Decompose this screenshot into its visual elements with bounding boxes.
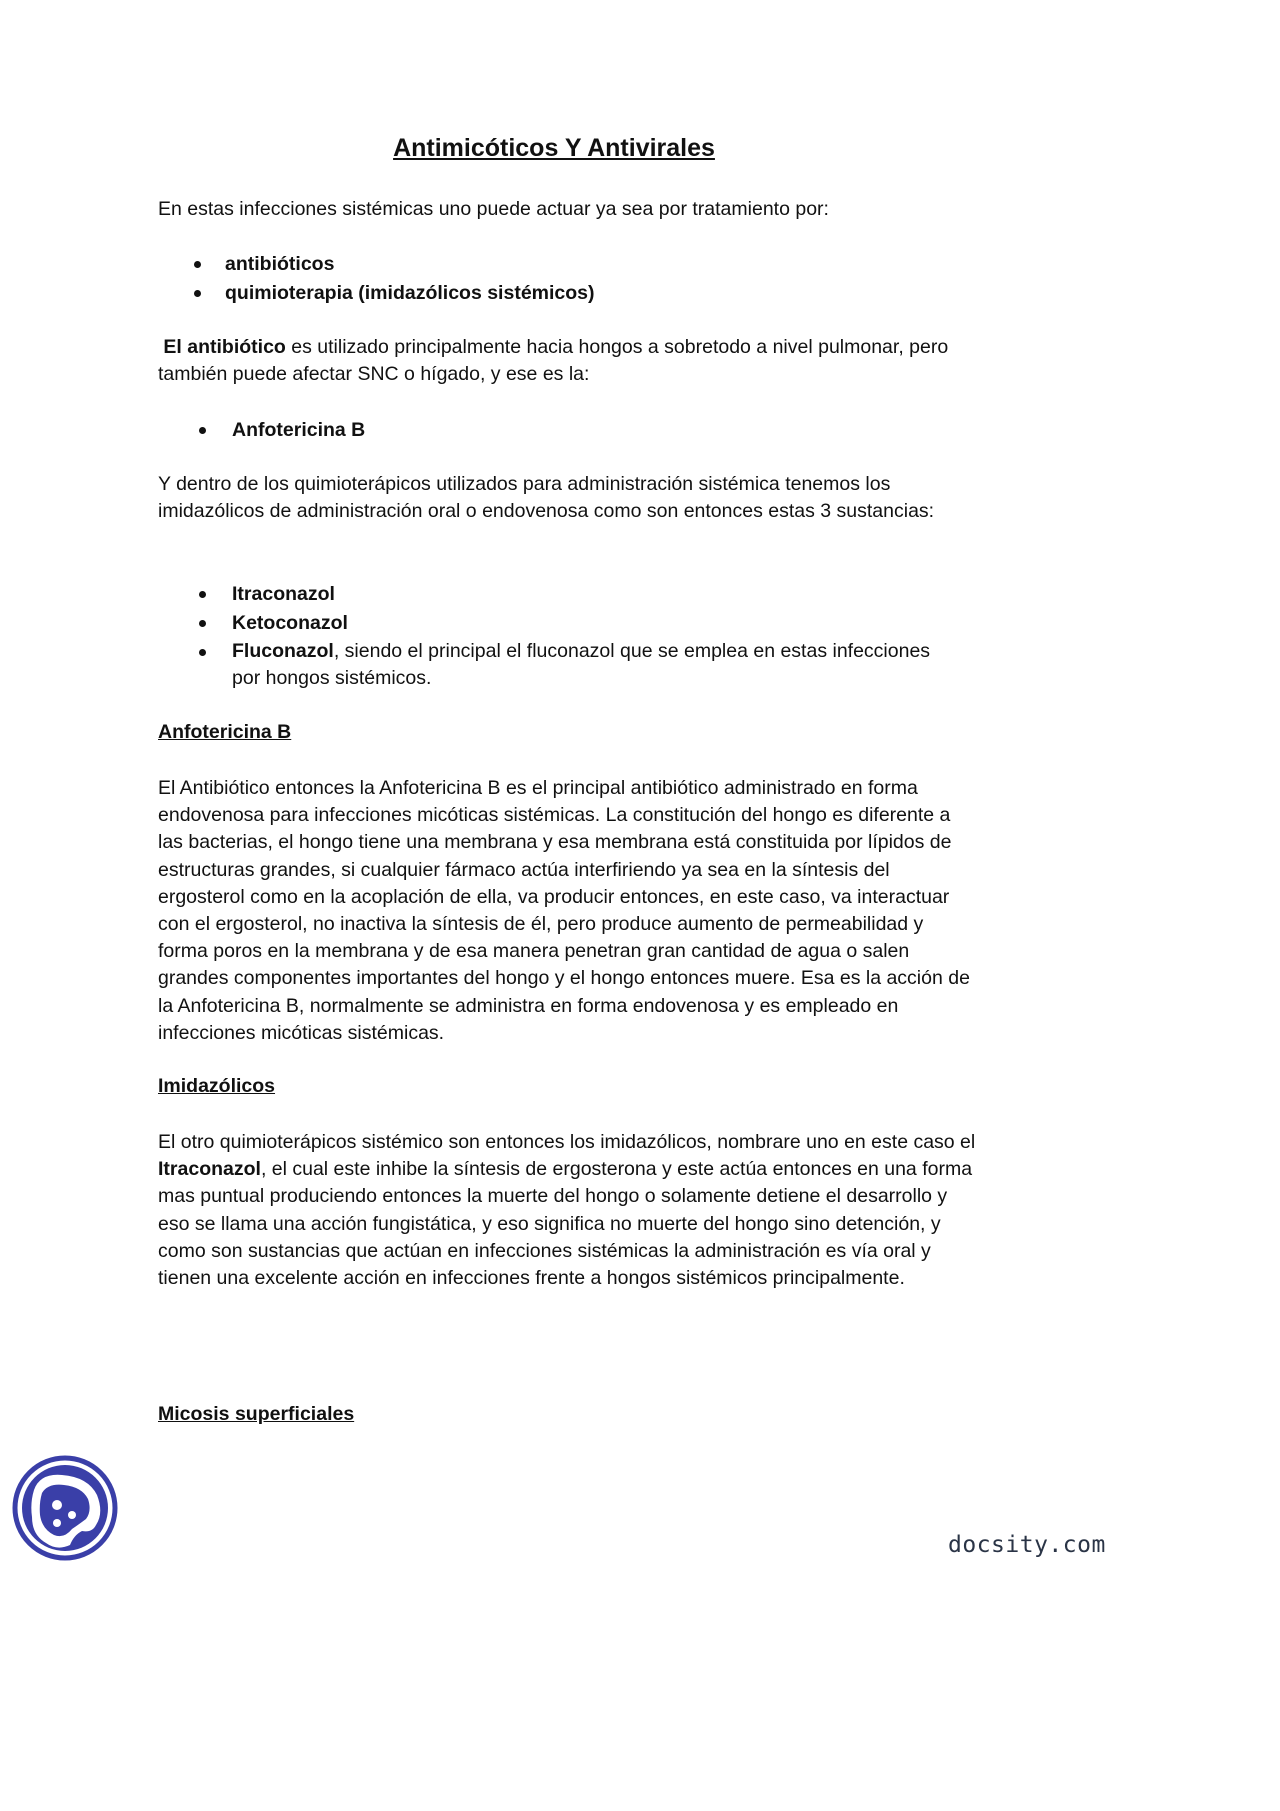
intro-paragraph: En estas infecciones sistémicas uno puede actuar ya sea por tratamiento por:	[158, 198, 829, 220]
antibiotic-list	[0, 416, 952, 445]
antibiotic-term: El antibiótico	[163, 336, 286, 358]
itraconazol-term: Itraconazol	[158, 1158, 261, 1181]
list-item: Itraconazol	[0, 580, 952, 609]
list-item: Ketoconazol	[0, 609, 952, 638]
section-heading-micosis: Micosis superficiales	[158, 1403, 355, 1425]
section-heading-imidazolicos: Imidazólicos	[158, 1075, 276, 1097]
list-item: Anfotericina B	[0, 416, 952, 445]
docsity-logo-icon	[12, 1455, 118, 1561]
docsity-brand-text[interactable]: docsity.com	[948, 1532, 1106, 1558]
chemo-paragraph: Y dentro de los quimioterápicos utilizados para administración sistémica tenemos los imidazólicos de administración oral o endovenosa como son entonces estas 3 sustancias:	[158, 473, 935, 523]
page-title: Antimicóticos Y Antivirales	[393, 134, 715, 162]
anfotericina-paragraph: El Antibiótico entonces la Anfotericina B es el principal antibiótico administrado en forma endovenosa para infecciones micóticas sistémicas. La constitución del hongo es diferente a las bacterias, el hongo tiene una membrana y esa membrana está constituida por lípidos de estructuras grandes, si cualquier fármaco actúa interfiriendo ya sea en la síntesis del ergosterol como en la acoplación de ella, va producir entonces, en este caso, va interactuar con el ergosterol, no inactiva la síntesis de él, pero produce aumento de permeabilidad y forma poros en la membrana y de esa manera penetran gran cantidad de agua o salen grandes componentes importantes del hongo y el hongo entonces muere. Esa es la acción de la Anfotericina B, normalmente se administra en forma endovenosa y es empleado en infecciones micóticas sistémicas.	[158, 777, 970, 1044]
antibiotic-text: es utilizado principalmente hacia hongos a sobretodo a nivel pulmonar, pero también puede afectar SNC o hígado, y ese es la:	[158, 336, 949, 386]
treatments-list	[0, 250, 945, 308]
list-item: Fluconazol, siendo el principal el fluconazol que se emplea en estas infecciones por hongos sistémicos.	[0, 638, 952, 693]
list-item: quimioterapia (imidazólicos sistémicos)	[0, 279, 945, 308]
imidazole-list	[0, 580, 952, 693]
list-item: antibióticos	[0, 250, 945, 279]
section-heading-anfotericina: Anfotericina B	[158, 721, 292, 743]
antibiotic-paragraph	[158, 334, 978, 388]
imidazolicos-paragraph: El otro quimioterápicos sistémico son entonces los imidazólicos, nombrare uno en este caso el Itraconazol, el cual este inhibe la síntesis de ergosterona y este actúa entonces en una forma mas puntual produciendo entonces la muerte del hongo o solamente detiene el desarrollo y eso se llama una acción fungistática, y eso significa no muerte del hongo sino detención, y como son sustancias que actúan en infecciones sistémicas la administración es vía oral y tienen una excelente acción en infecciones frente a hongos sistémicos principalmente.	[158, 1131, 976, 1290]
